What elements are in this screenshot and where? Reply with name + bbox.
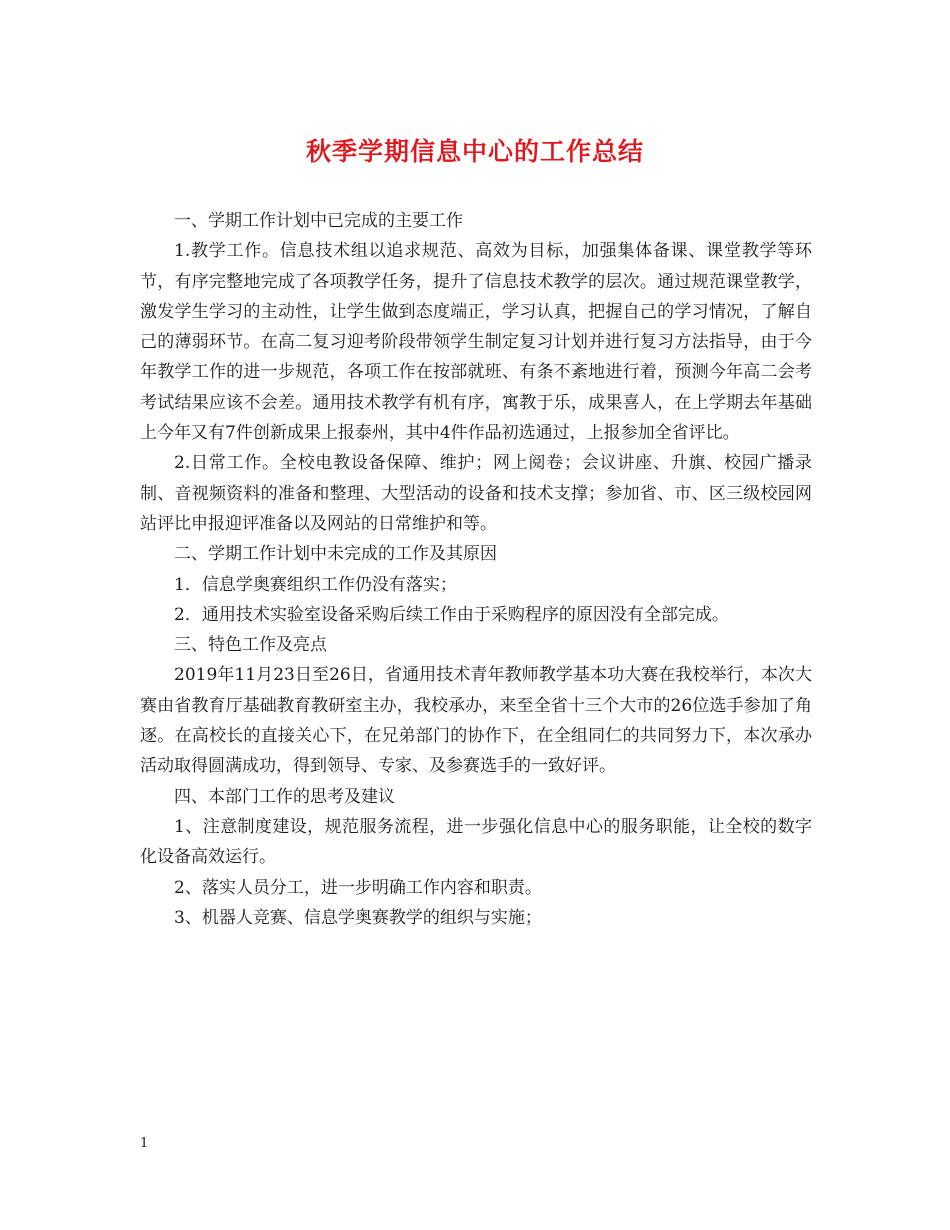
section-heading-3: 三、特色工作及亮点 [174, 635, 327, 656]
document-body [140, 206, 812, 933]
paragraph-daily-work: 2.日常工作。全校电教设备保障、维护；网上阅卷；会议讲座、升旗、校园广播录制、音视频资料的准备和整理、大型活动的设备和技术支撑；参加省、市、区三级校园网站评比申报迎评准备以及网站的日常维护和等。 [140, 453, 812, 534]
list-item-suggestion-3: 3、机器人竞赛、信息学奥赛教学的组织与实施； [174, 907, 542, 928]
list-item-suggestion-2: 2、落实人员分工，进一步明确工作内容和职责。 [174, 877, 542, 898]
section-heading-2: 二、学期工作计划中未完成的工作及其原因 [174, 544, 497, 565]
section-heading-1: 一、学期工作计划中已完成的主要工作 [174, 211, 463, 231]
list-item-unfinished-1: 1．信息学奥赛组织工作仍没有落实； [174, 574, 457, 595]
paragraph-teaching-work: 1.教学工作。信息技术组以追求规范、高效为目标，加强集体备课、课堂教学等环节，有序完整地完成了各项教学任务，提升了信息技术教学的层次。通过规范课堂教学，激发学生学习的主动性，让学生做到态度端正，学习认真，把握自己的学习情况，了解自己的薄弱环节。在高二复习迎考阶段带领学生制定复习计划并进行复习方法指导，由于今年教学工作的进一步规范，各项工作在按部就班、有条不紊地进行着，预测今年高二会考考试结果应该不会差。通用技术教学有机有序，寓教于乐，成果喜人，在上学期去年基础上今年又有7件创新成果上报泰州，其中4件作品初选通过，上报参加全省评比。 [140, 241, 812, 444]
list-item-suggestion-1: 1、注意制度建设，规范服务流程，进一步强化信息中心的服务职能，让全校的数字化设备高效运行。 [140, 816, 812, 868]
paragraph-highlights: 2019年11月23日至26日，省通用技术青年教师教学基本功大赛在我校举行，本次大赛由省教育厅基础教育教研室主办，我校承办，来至全省十三个大市的26位选手参加了角逐。在高校长的直接关心下，在兄弟部门的协作下，在全组同仁的共同努力下，本次承办活动取得圆满成功，得到领导、专家、及参赛选手的一致好评。 [140, 665, 812, 777]
list-item-unfinished-2: 2．通用技术实验室设备采购后续工作由于采购程序的原因没有全部完成。 [174, 604, 729, 625]
section-heading-4: 四、本部门工作的思考及建议 [174, 786, 395, 807]
document-title: 秋季学期信息中心的工作总结 [305, 137, 644, 166]
page-number: 1 [140, 1136, 149, 1151]
